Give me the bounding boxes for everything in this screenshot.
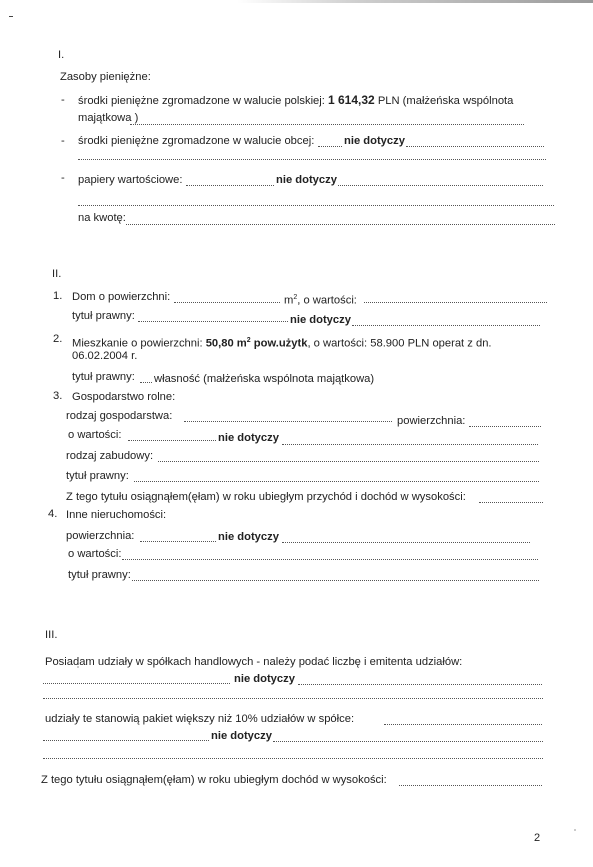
farm-value-label: o wartości:	[68, 429, 122, 441]
farm-area-label: powierzchnia:	[397, 415, 466, 427]
fill-line	[158, 461, 539, 462]
securities-value: nie dotyczy	[276, 174, 337, 186]
flat-title-value: własność (małżeńska wspólnota majątkowa)	[154, 373, 375, 385]
fill-line	[132, 580, 539, 581]
fill-line	[128, 440, 216, 441]
section-2-heading: II.	[52, 268, 62, 280]
bullet-dash: -	[61, 172, 65, 184]
amount-label: na kwotę:	[78, 212, 126, 224]
fill-line	[140, 541, 216, 542]
item-number: 3.	[53, 390, 63, 402]
pln-funds-text: środki pieniężne zgromadzone w walucie polskiej:	[78, 95, 325, 107]
other-value-label: o wartości:	[68, 548, 122, 560]
flat-value-text: , o wartości: 58.900 PLN operat z dn.	[307, 337, 492, 350]
item-number: 4.	[48, 508, 58, 520]
fill-line	[352, 325, 540, 326]
house-area-unit	[284, 291, 357, 308]
fill-line	[282, 444, 538, 445]
item-number: 1.	[53, 290, 63, 302]
fill-line	[406, 146, 544, 147]
section-3-heading: III.	[45, 629, 58, 641]
fill-line	[318, 146, 342, 147]
farm-title-label: tytuł prawny:	[66, 470, 129, 482]
foreign-funds-label: środki pieniężne zgromadzone w walucie obcej:	[78, 135, 315, 147]
fill-line	[186, 185, 274, 186]
fill-line	[140, 382, 152, 383]
fill-line	[338, 185, 543, 186]
page-number: 2	[534, 832, 541, 844]
other-area-value: nie dotyczy	[218, 531, 279, 543]
package-value: nie dotyczy	[211, 730, 272, 742]
fill-line	[122, 559, 538, 560]
flat-title-label: tytuł prawny:	[72, 371, 135, 383]
fill-line	[469, 426, 541, 427]
fill-line	[138, 321, 288, 322]
house-unit-sup: 2	[293, 294, 298, 301]
flat-area-label: Mieszkanie o powierzchni:	[72, 337, 203, 350]
fill-line	[78, 159, 546, 160]
fill-line	[364, 302, 547, 303]
farm-income-label: Z tego tytułu osiągnąłem(ęłam) w roku ubiegłym przychód i dochód w wysokości:	[66, 491, 466, 503]
pln-funds-suffix: PLN (małżeńska wspólnota	[377, 95, 514, 107]
other-area-label: powierzchnia:	[66, 530, 135, 542]
scan-speck	[574, 829, 576, 831]
fill-line	[126, 224, 555, 225]
flat-label	[72, 334, 492, 351]
shares-value: nie dotyczy	[234, 673, 295, 685]
bullet-dash: -	[61, 94, 65, 106]
fill-line	[184, 421, 392, 422]
flat-valuation-date: 06.02.2004 r.	[72, 350, 138, 362]
farm-value: nie dotyczy	[218, 432, 279, 444]
scan-mark	[9, 16, 13, 17]
pln-funds-label	[78, 94, 513, 108]
fill-line	[43, 683, 230, 684]
fill-line	[174, 302, 280, 303]
house-title-label: tytuł prawny:	[72, 310, 135, 322]
scan-edge	[0, 0, 593, 3]
fill-line	[43, 758, 543, 759]
fill-line	[78, 205, 554, 206]
package-label: udziały te stanowią pakiet większy niż 10% udziałów w spółce:	[45, 713, 355, 725]
fill-line	[43, 698, 543, 699]
fill-line	[130, 124, 524, 125]
fill-line	[273, 741, 543, 742]
fill-line	[298, 684, 542, 685]
fill-line	[479, 502, 543, 503]
pln-funds-amount: 1 614,32	[327, 93, 375, 107]
shares-label: Posiadam udziały w spółkach handlowych - należy podać liczbę i emitenta udziałów:	[45, 656, 463, 668]
farm-type-label: rodzaj gospodarstwa:	[66, 410, 173, 422]
fill-line	[399, 785, 542, 786]
bullet-dash: -	[61, 135, 65, 147]
fill-line	[134, 481, 539, 482]
other-property-label: Inne nieruchomości:	[66, 509, 167, 521]
flat-area-value: 50,80 m	[205, 337, 247, 350]
house-unit-base: m	[284, 294, 294, 307]
farm-label: Gospodarstwo rolne:	[72, 391, 176, 403]
house-value-label: , o wartości:	[297, 294, 357, 307]
other-title-label: tytuł prawny:	[68, 569, 131, 581]
fill-line	[384, 724, 542, 725]
section-1-heading: I.	[58, 49, 65, 61]
farm-buildings-label: rodzaj zabudowy:	[66, 450, 154, 462]
foreign-funds-value: nie dotyczy	[344, 135, 405, 147]
section-1-title: Zasoby pieniężne:	[60, 71, 151, 83]
flat-area-suffix: pow.użytk	[253, 337, 308, 350]
house-title-value: nie dotyczy	[290, 314, 351, 326]
fill-line	[43, 740, 209, 741]
shares-income-label: Z tego tytułu osiągnąłem(ęłam) w roku ubiegłym dochód w wysokości:	[41, 774, 387, 786]
securities-label: papiery wartościowe:	[78, 174, 183, 186]
pln-funds-continuation: majątkowa )	[78, 112, 139, 124]
flat-area-sup: 2	[246, 337, 251, 344]
fill-line	[282, 542, 530, 543]
house-area-label: Dom o powierzchni:	[72, 291, 171, 303]
item-number: 2.	[53, 333, 63, 345]
